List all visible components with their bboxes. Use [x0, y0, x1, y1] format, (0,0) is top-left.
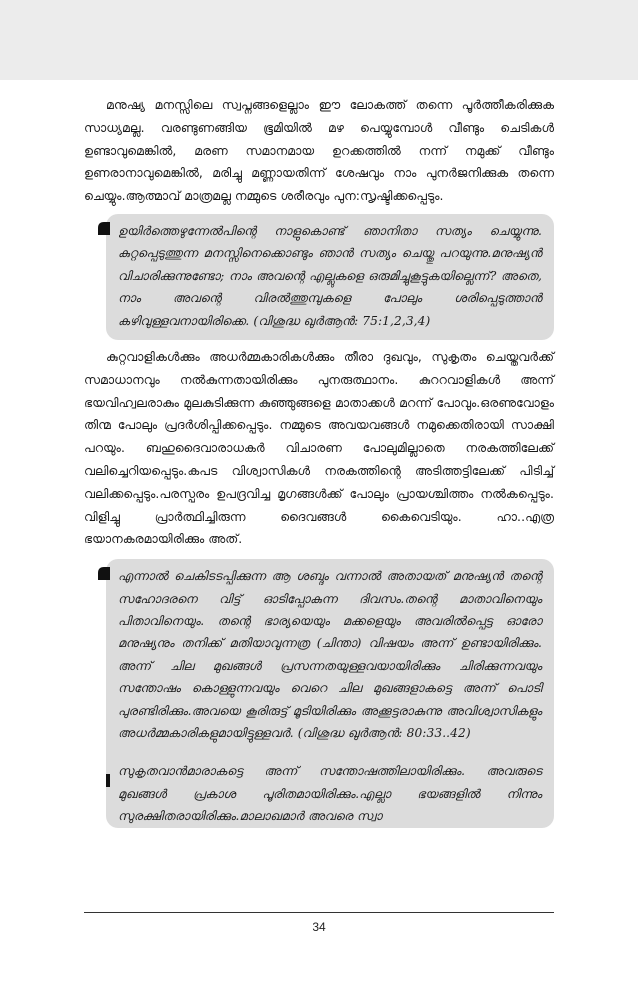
quote-text-2: എന്നാൽ ചെകിടടപ്പിക്കുന്ന ആ ശബ്ദം വന്നാൽ അതായത് മനുഷ്യൻ തന്റെ സഹോദരനെ വിട്ട് ഓടിപ്പോകുന്ന ദിവസം.തന്റെ മാതാവിനെയും പിതാവിനെയും. തന്റെ ഭാര്യയെയും മക്കളെയും അവരിൽപ്പെട്ട ഓരോ മനുഷ്യനും തനിക്ക് മതിയാവുന്നത്ര (ചിന്താ) വിഷയം അന്ന് ഉണ്ടായിരിക്കും. അന്ന് ചില മുഖങ്ങൾ പ്രസന്നതയുള്ളവയായിരിക്കും ചിരിക്കുന്നവയും സന്തോഷം കൊള്ളുന്നവയും വെറെ ചില മുഖങ്ങളാകട്ടെ അന്ന് പൊടി പുരണ്ടിരിക്കും.അവയെ കൂരിരുട്ട് മൂടിയിരിക്കും അക്കൂട്ടരാകുന്നു അവിശ്വാസികളും അധർമ്മകാരികളുമായിട്ടുള്ളവർ. (വിശുദ്ധ ഖുർആൻ: 80:33..42) [118, 569, 542, 741]
paragraph-2: കുറ്റവാളികൾക്കും അധർമ്മകാരികൾക്കും തീരാ ദുഖവും, സുകൃതം ചെയ്തവർക്ക് സമാധാനവും നൽകുന്നതായിരിക്കും പുനരുത്ഥാനം. കുററവാളികൾ അന്ന് ഭയവിഹ്വലരാകും മുലകുടിക്കുന്ന കുഞ്ഞുങ്ങളെ മാതാക്കൾ മറന്ന് പോവും.ഒരണുവോളം തിന്മ പോലും പ്രദർശിപ്പിക്കപ്പെടും. നമ്മുടെ അവയവങ്ങൾ നമുക്കെതിരായി സാക്ഷി പറയും. ബഹുദൈവാരാധകർ വിചാരണ പോലുമില്ലാതെ നരകത്തിലേക്ക് വലിച്ചെറിയപ്പെടും.കപട വിശ്വാസികൾ നരകത്തിന്റെ അടിത്തട്ടിലേക്ക് പിടിച്ച് വലിക്കപ്പെടും.പരസ്പരം ഉപദ്രവിച്ച മൃഗങ്ങൾക്ക് പോലും പ്രായശ്ചിത്തം നൽകപ്പെടും. വിളിച്ചു പ്രാർത്ഥിച്ചിരുന്ന ദൈവങ്ങൾ കൈവെടിയും. ഹാ..എത്ര ഭയാനകരമായിരിക്കും അത്. [84, 349, 554, 547]
quote-block-1 [106, 214, 554, 340]
page-number: 34 [312, 920, 326, 934]
footer-divider [84, 912, 554, 913]
quote-text-3: സുകൃതവാൻമാരാകട്ടെ അന്ന് സന്തോഷത്തിലായിരിക്കും. അവരുടെ മുഖങ്ങൾ പ്രകാശ പൂരിതമായിരിക്കും.എല്ലാ ഭയങ്ങളിൽ നിന്നും സുരക്ഷിതരായിരിക്കും.മാലാഖമാർ അവരെ സ്വാ [118, 764, 542, 824]
quote-mark-icon [98, 222, 110, 235]
quote-block-2 [106, 559, 554, 752]
quote-mark-icon [106, 774, 110, 787]
quote-block-3 [106, 752, 554, 828]
quote-text-1: ഉയിർത്തെഴുന്നേൽപിന്റെ നാളുകൊണ്ട് ഞാനിതാ സത്യം ചെയ്യുന്നു. കുറ്റപ്പെടുത്തുന്ന മനസ്സിനെക്കൊണ്ടും ഞാൻ സത്യം ചെയ്തു പറയുന്നു.മനുഷ്യൻ വിചാരിക്കുന്നുണ്ടോ; നാം അവന്റെ എല്ലുകളെ ഒരുമിച്ചുകൂട്ടുകയില്ലെന്ന്? അതെ, നാം അവന്റെ വിരൽത്തുമ്പുകളെ പോലും ശരിപ്പെടുത്താൻ കഴിവുള്ളവനായിരിക്കെ. (വിശുദ്ധ ഖുർആൻ: 75:1,2,3,4) [118, 223, 542, 328]
page-body [84, 94, 554, 828]
header-band [0, 0, 638, 80]
quote-mark-icon [98, 567, 110, 580]
paragraph-1: മനുഷ്യ മനസ്സിലെ സ്വപ്നങ്ങളെല്ലാം ഈ ലോകത്ത് തന്നെ പൂർത്തീകരിക്കുക സാധ്യമല്ല. വരണ്ടുണങ്ങിയ ഭൂമിയിൽ മഴ പെയ്യുമ്പോൾ വീണ്ടും ചെടികൾ ഉണ്ടാവുമെങ്കിൽ, മരണ സമാനമായ ഉറക്കത്തിൽ നന്ന് നമുക്ക് വീണ്ടും ഉണരാനാവുമെങ്കിൽ, മരിച്ചു മണ്ണായതിന്ന് ശേഷവും നാം പുനർജനിക്കുക തന്നെ ചെയ്യും.ആത്മാവ് മാത്രമല്ല നമ്മുടെ ശരീരവും പുന:സൃഷ്ടിക്കപ്പെടും. [84, 97, 554, 204]
